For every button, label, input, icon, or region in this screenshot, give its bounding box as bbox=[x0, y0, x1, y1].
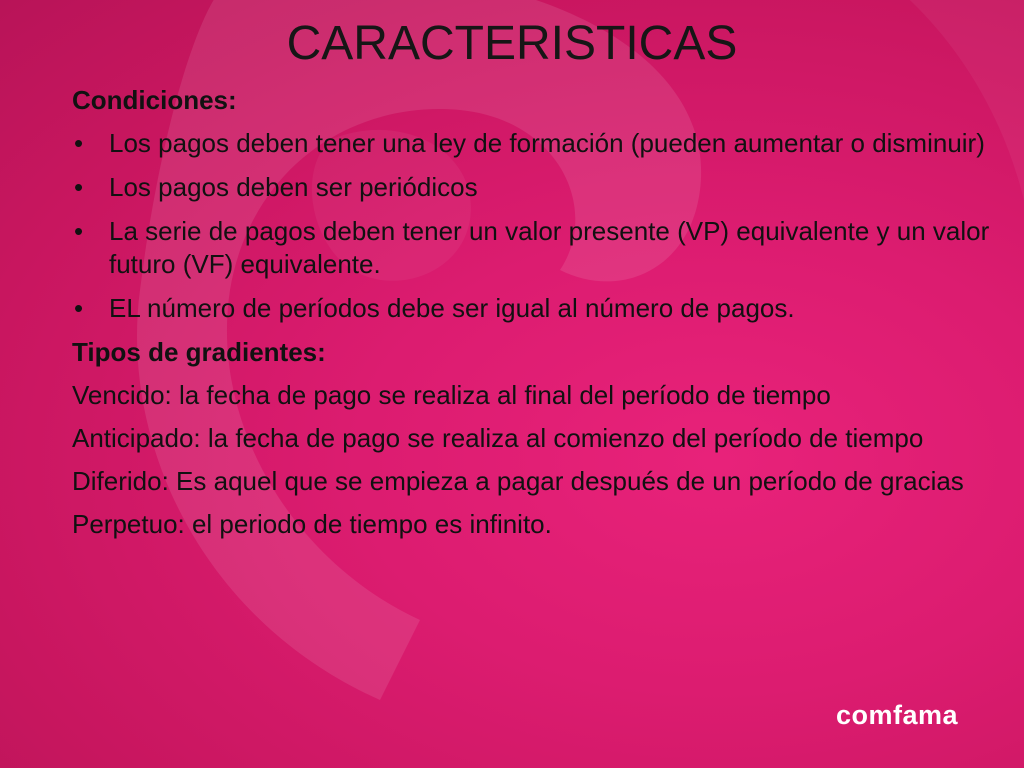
bullet-icon: • bbox=[74, 216, 84, 246]
list-item-text: Los pagos deben ser periódicos bbox=[109, 172, 478, 202]
list-item bbox=[72, 127, 1002, 160]
conditions-list bbox=[72, 127, 1002, 325]
type-perpetuo: Perpetuo: el periodo de tiempo es infinito. bbox=[72, 509, 552, 539]
list-item bbox=[72, 292, 1002, 325]
list-item bbox=[72, 171, 1002, 204]
bullet-icon: • bbox=[74, 293, 84, 323]
bullet-icon: • bbox=[74, 172, 84, 202]
type-anticipado: Anticipado: la fecha de pago se realiza al comienzo del período de tiempo bbox=[72, 423, 924, 453]
type-vencido: Vencido: la fecha de pago se realiza al final del período de tiempo bbox=[72, 380, 831, 410]
list-item-text: Los pagos deben tener una ley de formación (pueden aumentar o disminuir) bbox=[109, 128, 985, 158]
type-diferido: Diferido: Es aquel que se empieza a pagar después de un período de gracias bbox=[72, 466, 964, 496]
comfama-logo: comfama bbox=[836, 700, 959, 730]
list-item bbox=[72, 215, 1002, 281]
list-item-text: La serie de pagos deben tener un valor presente (VP) equivalente y un valor futuro (VF) equivalente. bbox=[109, 216, 990, 279]
slide-title: CARACTERISTICAS bbox=[286, 17, 738, 70]
types-heading: Tipos de gradientes: bbox=[72, 337, 326, 367]
slide-body bbox=[72, 84, 1002, 551]
list-item-text: EL número de períodos debe ser igual al número de pagos. bbox=[109, 293, 795, 323]
conditions-heading: Condiciones: bbox=[72, 85, 237, 115]
bullet-icon: • bbox=[74, 128, 84, 158]
